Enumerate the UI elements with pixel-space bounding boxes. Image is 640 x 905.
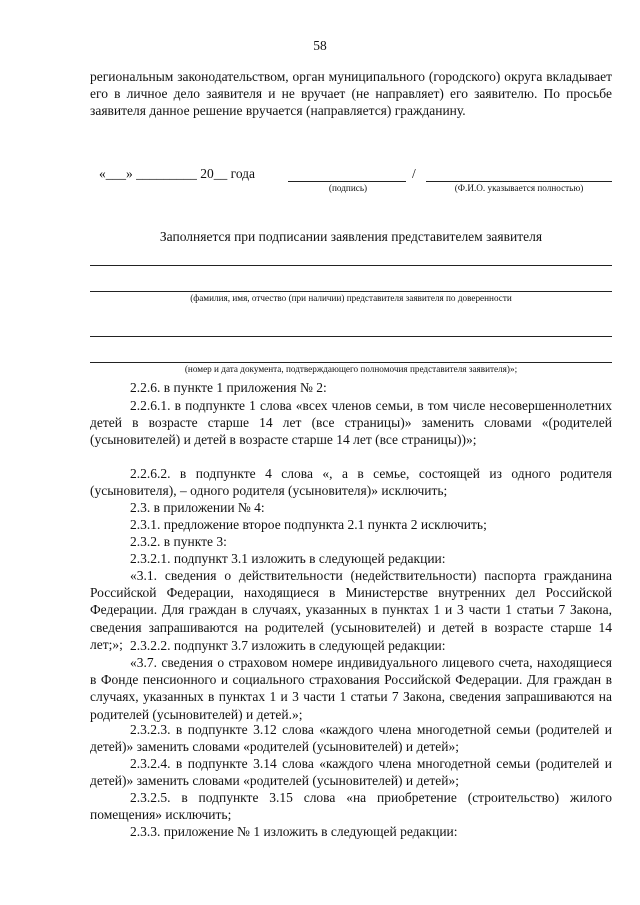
representative-line-2 <box>90 291 612 292</box>
signature-line <box>288 181 406 182</box>
fio-line <box>426 181 612 182</box>
item-2-3: 2.3. в приложении № 4: <box>130 500 265 515</box>
item-2-3-2-4: 2.3.2.4. в подпункте 3.14 слова «каждого члена многодетной семьи (родителей и детей)» заменить словами «родителей (усыновителей) и детей»; <box>90 756 612 789</box>
representative-line-1 <box>90 265 612 266</box>
item-2-3-3: 2.3.3. приложение № 1 изложить в следующей редакции: <box>130 824 458 839</box>
fio-caption: (Ф.И.О. указывается полностью) <box>454 183 584 193</box>
item-2-2-6-1: 2.2.6.1. в подпункте 1 слова «всех членов семьи, в том числе несовершеннолетних детей в возрасте старше 14 лет (все страницы)» заменить словами «(родителей (усыновителей) и детей в возрасте старше 14 лет (все страницы))»; <box>90 398 612 448</box>
item-2-3-2: 2.3.2. в пункте 3: <box>130 534 227 549</box>
intro-paragraph: региональным законодательством, орган муниципального (городского) округа вкладывает его в личное дело заявителя и не вручает (не направляет) его заявителю. По просьбе заявителя данное решение вручается (направляется) гражданину. <box>90 69 612 119</box>
item-2-3-2-2: 2.3.2.2. подпункт 3.7 изложить в следующей редакции: <box>130 638 446 653</box>
item-2-3-2-5: 2.3.2.5. в подпункте 3.15 слова «на приобретение (строительство) жилого помещения» исключить; <box>90 790 612 823</box>
document-line-2 <box>90 362 612 363</box>
date-template: «___» _________ 20__ года <box>99 166 256 181</box>
item-3-1-text: «3.1. сведения о действительности (недействительности) паспорта гражданина Российской Федерации, находящиеся в Министерстве внутренних дел Российской Федерации. Для граждан в случаях, указанных в пунктах 1 и 3 части 1 статьи 7 Закона, сведения запрашиваются на родителей (усыновителей) и детей в возрасте старше 14 лет;»; <box>90 568 612 652</box>
item-3-7-text: «3.7. сведения о страховом номере индивидуального лицевого счета, находящиеся в Фонде пенсионного и социального страхования Российской Федерации. Для граждан в случаях, указанных в пунктах 1 и 3 части 1 статьи 7 Закона, сведения запрашиваются на родителей (усыновителей) и детей.»; <box>90 655 612 722</box>
item-2-3-1: 2.3.1. предложение второе подпункта 2.1 пункта 2 исключить; <box>130 517 487 532</box>
item-2-2-6-2: 2.2.6.2. в подпункте 4 слова «, а в семье, состоящей из одного родителя (усыновителя), – одного родителя (усыновителя)» исключить; <box>90 466 612 499</box>
representative-name-caption: (фамилия, имя, отчество (при наличии) представителя заявителя по доверенности <box>190 293 512 303</box>
representative-document-caption: (номер и дата документа, подтверждающего полномочия представителя заявителя)»; <box>184 364 518 374</box>
signature-slash: / <box>412 166 416 181</box>
signature-caption: (подпись) <box>328 183 368 193</box>
item-2-3-2-3: 2.3.2.3. в подпункте 3.12 слова «каждого члена многодетной семьи (родителей и детей)» заменить словами «родителей (усыновителей) и детей»; <box>90 722 612 755</box>
representative-heading: Заполняется при подписании заявления представителем заявителя <box>159 229 543 244</box>
item-2-2-6: 2.2.6. в пункте 1 приложения № 2: <box>130 380 327 395</box>
document-line-1 <box>90 336 612 337</box>
page-number: 58 <box>313 38 327 53</box>
item-2-3-2-1: 2.3.2.1. подпункт 3.1 изложить в следующей редакции: <box>130 551 446 566</box>
